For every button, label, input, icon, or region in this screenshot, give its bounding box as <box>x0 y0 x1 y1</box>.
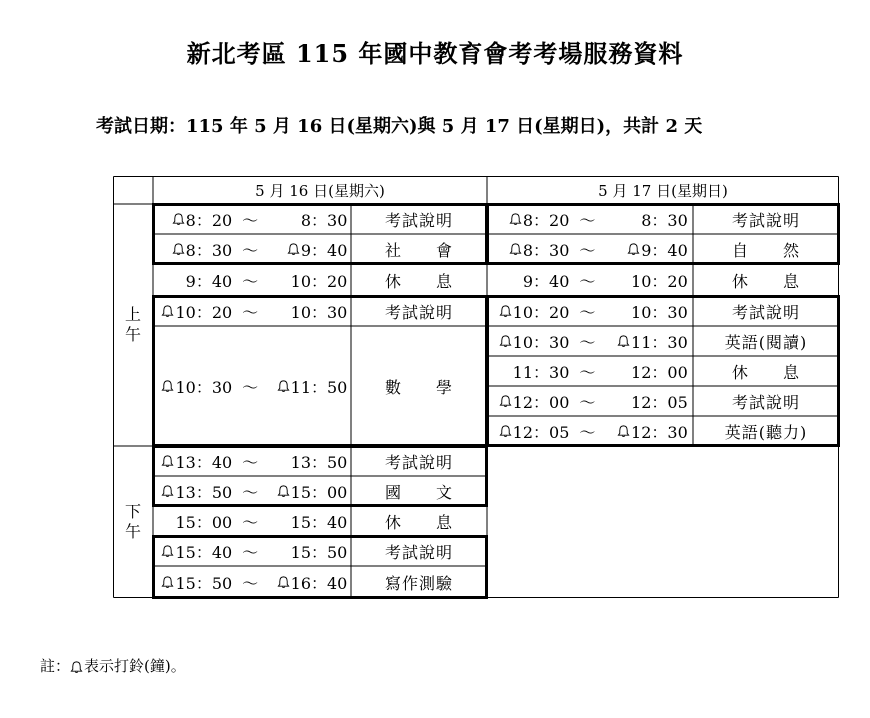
start-time <box>487 269 569 292</box>
start-time-text: 12：05 <box>512 422 570 442</box>
start-time-text: 9：40 <box>185 271 233 291</box>
end-time <box>268 540 347 563</box>
period-pm-char: 下 <box>124 502 141 521</box>
time-range <box>487 234 693 264</box>
start-time-text: 8：30 <box>185 240 233 260</box>
start-time-text: 10：30 <box>512 332 570 352</box>
start-time-text: 15：00 <box>175 512 233 532</box>
day2-subject-0 <box>693 204 839 234</box>
end-time <box>268 238 347 261</box>
bell-icon <box>509 242 522 256</box>
range-separator: ～ <box>242 452 259 472</box>
start-time <box>153 238 232 261</box>
subject-label: 休 息 <box>384 512 453 532</box>
start-time <box>487 420 569 443</box>
end-time <box>268 208 347 231</box>
range-separator: ～ <box>579 302 596 322</box>
time-range <box>487 264 693 296</box>
bell-icon <box>499 424 512 438</box>
start-time <box>487 360 569 383</box>
end-time-text: 9：40 <box>300 240 348 260</box>
subject-label: 考試說明 <box>731 302 800 322</box>
day2-subject-6 <box>693 386 839 416</box>
start-time <box>487 208 569 231</box>
subject-label: 國 文 <box>384 482 453 502</box>
day1-time-7 <box>153 506 351 536</box>
day2-subject-7 <box>693 416 839 446</box>
time-range <box>153 476 351 506</box>
end-time <box>268 571 347 594</box>
subject-label: 休 息 <box>384 271 453 291</box>
bell-icon <box>627 242 640 256</box>
range-separator: ～ <box>579 240 596 260</box>
subject-label: 考試說明 <box>731 210 800 230</box>
schedule-table <box>113 176 839 598</box>
day1-subject-7 <box>351 506 487 536</box>
time-range <box>153 506 351 536</box>
bell-icon <box>161 454 174 468</box>
bell-icon <box>161 484 174 498</box>
day1-time-5 <box>153 446 351 476</box>
start-time-text: 15：40 <box>175 542 233 562</box>
day1-subject-0 <box>351 204 487 234</box>
day1-time-6 <box>153 476 351 506</box>
range-separator: ～ <box>242 302 259 322</box>
subject-label: 英語(聽力) <box>724 422 808 442</box>
day1-time-2 <box>153 264 351 296</box>
time-range <box>153 296 351 326</box>
bell-icon <box>499 304 512 318</box>
bell-icon <box>509 212 522 226</box>
subject-label: 考試說明 <box>731 392 800 412</box>
range-separator: ～ <box>579 271 596 291</box>
bell-icon <box>70 660 83 674</box>
start-time-text: 10：20 <box>512 302 570 322</box>
time-range <box>487 326 693 356</box>
start-time <box>153 450 232 473</box>
day2-time-4 <box>487 326 693 356</box>
page-title: 新北考區 115 年國中教育會考考場服務資料 <box>186 39 684 68</box>
day1-subject-9 <box>351 566 487 598</box>
header-day1: 5 月 16 日(星期六) <box>255 181 385 200</box>
start-time <box>487 238 569 261</box>
start-time <box>487 300 569 323</box>
range-separator: ～ <box>242 482 259 502</box>
end-time-text: 10：20 <box>290 271 348 291</box>
period-pm <box>113 446 153 598</box>
time-range <box>153 446 351 476</box>
range-separator: ～ <box>242 377 259 397</box>
end-time-text: 11：30 <box>631 332 688 352</box>
bell-icon <box>617 334 630 348</box>
time-range <box>487 204 693 234</box>
day1-subject-1 <box>351 234 487 264</box>
day2-time-7 <box>487 416 693 446</box>
start-time <box>153 571 232 594</box>
day2-time-2 <box>487 264 693 296</box>
day2-subject-2 <box>693 264 839 296</box>
time-range <box>153 536 351 566</box>
subject-label: 考試說明 <box>384 542 453 562</box>
end-time-text: 10：30 <box>631 302 688 322</box>
bell-icon <box>161 544 174 558</box>
range-separator: ～ <box>579 362 596 382</box>
subject-label: 數 學 <box>384 377 453 397</box>
time-range <box>153 234 351 264</box>
start-time <box>153 540 232 563</box>
note-text: 表示打鈴(鐘)。 <box>84 657 186 675</box>
subject-label: 社 會 <box>384 240 453 260</box>
end-time <box>268 510 347 533</box>
start-time-text: 12：00 <box>512 392 570 412</box>
day2-time-5 <box>487 356 693 386</box>
period-am-char: 上 <box>124 305 141 324</box>
day2-subject-1 <box>693 234 839 264</box>
start-time-text: 13：50 <box>175 482 233 502</box>
start-time <box>153 208 232 231</box>
header-day2: 5 月 17 日(星期日) <box>598 181 728 200</box>
end-time <box>268 300 347 323</box>
start-time-text: 10：20 <box>175 302 233 322</box>
end-time <box>268 480 347 503</box>
subject-label: 考試說明 <box>384 302 453 322</box>
end-time-text: 8：30 <box>300 210 348 230</box>
time-range <box>153 264 351 296</box>
end-time-text: 9：40 <box>641 240 688 260</box>
end-time <box>605 238 687 261</box>
start-time-text: 10：30 <box>175 377 233 397</box>
day1-time-4 <box>153 326 351 446</box>
subject-label: 自 然 <box>731 240 800 260</box>
day1-subject-5 <box>351 446 487 476</box>
end-time <box>605 300 687 323</box>
start-time-text: 13：40 <box>175 452 233 472</box>
exam-dates: 考試日期：115 年 5 月 16 日(星期六)與 5 月 17 日(星期日)，共計 2 天 <box>96 116 703 137</box>
bell-icon <box>70 657 84 675</box>
bell-icon <box>172 212 185 226</box>
day1-time-1 <box>153 234 351 264</box>
bell-icon <box>172 242 185 256</box>
range-separator: ～ <box>242 573 259 593</box>
day2-time-6 <box>487 386 693 416</box>
range-separator: ～ <box>242 240 259 260</box>
day1-subject-3 <box>351 296 487 326</box>
end-time-text: 11：50 <box>290 377 348 397</box>
bell-icon <box>277 484 290 498</box>
bell-icon <box>161 575 174 589</box>
end-time <box>268 375 347 398</box>
time-range <box>153 204 351 234</box>
start-time <box>153 300 232 323</box>
end-time-text: 13：50 <box>290 452 348 472</box>
note-prefix: 註： <box>40 657 71 675</box>
range-separator: ～ <box>579 210 596 230</box>
range-separator: ～ <box>579 422 596 442</box>
start-time-text: 11：30 <box>512 362 570 382</box>
day2-time-3 <box>487 296 693 326</box>
end-time-text: 10：20 <box>631 271 688 291</box>
range-separator: ～ <box>579 332 596 352</box>
bell-icon <box>499 334 512 348</box>
start-time-text: 9：40 <box>522 271 570 291</box>
end-time <box>605 330 687 353</box>
day1-time-8 <box>153 536 351 566</box>
bell-icon <box>499 394 512 408</box>
time-range <box>487 386 693 416</box>
day2-time-0 <box>487 204 693 234</box>
range-separator: ～ <box>242 542 259 562</box>
subject-label: 休 息 <box>731 362 800 382</box>
day2-subject-5 <box>693 356 839 386</box>
period-pm-char: 午 <box>124 522 141 541</box>
range-separator: ～ <box>242 271 259 291</box>
day1-subject-6 <box>351 476 487 506</box>
bell-icon <box>277 379 290 393</box>
end-time-text: 12：00 <box>631 362 688 382</box>
end-time <box>268 450 347 473</box>
time-range <box>487 356 693 386</box>
time-range <box>153 566 351 598</box>
bell-icon <box>617 424 630 438</box>
end-time <box>605 390 687 413</box>
start-time-text: 8：20 <box>185 210 233 230</box>
period-am-char: 午 <box>124 325 141 344</box>
bell-icon <box>277 575 290 589</box>
end-time <box>268 269 347 292</box>
time-range <box>153 326 351 446</box>
end-time-text: 15：50 <box>290 542 348 562</box>
end-time-text: 15：40 <box>290 512 348 532</box>
end-time-text: 12：30 <box>631 422 688 442</box>
end-time <box>605 269 687 292</box>
subject-label: 考試說明 <box>384 452 453 472</box>
start-time-text: 8：30 <box>522 240 570 260</box>
time-range <box>487 296 693 326</box>
day1-time-9 <box>153 566 351 598</box>
period-am <box>113 204 153 446</box>
bell-icon <box>287 242 300 256</box>
day1-time-3 <box>153 296 351 326</box>
time-range <box>487 416 693 446</box>
start-time <box>153 375 232 398</box>
range-separator: ～ <box>579 392 596 412</box>
subject-label: 寫作測驗 <box>384 573 453 593</box>
end-time-text: 15：00 <box>290 482 348 502</box>
subject-label: 考試說明 <box>384 210 453 230</box>
start-time-text: 15：50 <box>175 573 233 593</box>
day1-subject-8 <box>351 536 487 566</box>
end-time-text: 12：05 <box>631 392 688 412</box>
end-time <box>605 420 687 443</box>
start-time <box>487 390 569 413</box>
end-time <box>605 360 687 383</box>
start-time <box>153 510 232 533</box>
day1-subject-2 <box>351 264 487 296</box>
bell-icon <box>161 379 174 393</box>
end-time-text: 8：30 <box>641 210 688 230</box>
day1-time-0 <box>153 204 351 234</box>
range-separator: ～ <box>242 512 259 532</box>
end-time <box>605 208 687 231</box>
end-time-text: 10：30 <box>290 302 348 322</box>
day2-subject-3 <box>693 296 839 326</box>
subject-label: 休 息 <box>731 271 800 291</box>
day2-subject-4 <box>693 326 839 356</box>
note <box>40 655 186 676</box>
start-time <box>153 480 232 503</box>
start-time <box>153 269 232 292</box>
start-time <box>487 330 569 353</box>
start-time-text: 8：20 <box>522 210 570 230</box>
range-separator: ～ <box>242 210 259 230</box>
subject-label: 英語(閱讀) <box>724 332 808 352</box>
end-time-text: 16：40 <box>290 573 348 593</box>
bell-icon <box>161 304 174 318</box>
day1-subject-4 <box>351 326 487 446</box>
day2-time-1 <box>487 234 693 264</box>
